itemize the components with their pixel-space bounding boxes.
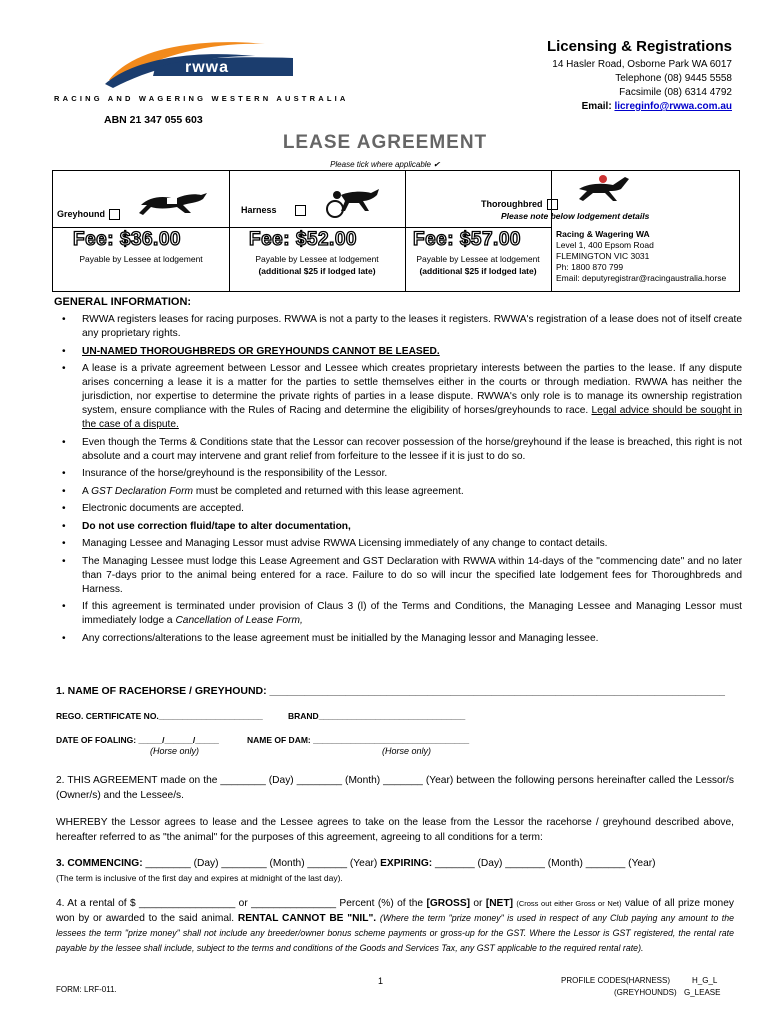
thoroughbred-option[interactable] (481, 199, 558, 210)
list-item (54, 600, 742, 628)
fee-table (52, 170, 740, 292)
harness-fee-note (229, 253, 405, 277)
greyhound-checkbox[interactable] (109, 209, 120, 220)
bullet-text: If this agreement is terminated under provision of Claus 3 (l) of the Terms and Conditions, the Managing Lessee and Managing Lessor must immediately lodge a (82, 601, 742, 626)
rwa-line1: Level 1, 400 Epsom Road (556, 240, 654, 250)
contact-heading: Licensing & Registrations (546, 38, 732, 55)
list-item (54, 555, 742, 597)
harness-label: Harness (241, 205, 277, 215)
org-name: RACING AND WAGERING WESTERN AUSTRALIA (54, 94, 349, 103)
thoroughbred-fee: Fee: $57.00 (413, 229, 521, 250)
contact-address: 14 Hasler Road, Osborne Park WA 6017 (552, 59, 732, 70)
thoroughbred-note2: (additional $25 if lodged late) (419, 266, 537, 276)
expiring-fields[interactable]: _______ (Day) _______ (Month) _______ (Year) (435, 858, 656, 869)
email-link[interactable]: licreginfo@rwwa.com.au (614, 101, 732, 112)
page-title: LEASE AGREEMENT (282, 132, 488, 153)
horse-only-note: (Horse only) (150, 746, 200, 756)
greyhound-fee-note (53, 253, 229, 265)
bullet-text: Insurance of the horse/greyhound is the responsibility of the Lessor. (82, 468, 388, 479)
contact-email-row (547, 100, 732, 114)
prize-money-note: (Where the term "prize money" is used in respect of any Club paying any amount to the lessees the term "prize money" shall not include any breeder/owner bonus scheme payments or gross-up for the GST. Where the Lessor is GST registered, the rental rate payable by the lessee shall include, subject to the terms and conditions of the Goods and Services Tax, any GST applicable to the required rental rate). (56, 913, 734, 953)
rental-nil-warning: RENTAL CANNOT BE "NIL". (237, 913, 377, 924)
harness-checkbox[interactable] (295, 205, 306, 216)
rwwa-logo (95, 36, 295, 94)
abn: ABN 21 347 055 603 (104, 114, 203, 126)
list-item (54, 467, 742, 481)
rental-text: 4. At a rental of $ _________________ or _______________ Percent (%) of the (56, 898, 424, 909)
divider (53, 227, 551, 228)
foaling-date-field[interactable]: DATE OF FOALING: _____/______/_____ (56, 735, 219, 745)
thoroughbred-icon (573, 173, 633, 203)
thoroughbred-checkbox[interactable] (547, 199, 558, 210)
bullet-text: A (82, 485, 89, 497)
legal-advice-text: Legal advice should be sought in the case of a dispute. (82, 405, 742, 430)
form-number: FORM: LRF-011. (56, 985, 117, 994)
divider (551, 171, 552, 291)
brand-field[interactable]: BRAND_______________________________ (288, 711, 466, 721)
rego-field[interactable]: REGO. CERTIFICATE NO.______________________ (56, 711, 263, 721)
general-info-heading: GENERAL INFORMATION: (54, 296, 192, 308)
commencing-row[interactable] (56, 858, 656, 869)
general-info-list (54, 313, 742, 649)
tick-note: Please tick where applicable ✔ (330, 160, 440, 169)
harness-fee: Fee: $52.00 (249, 229, 357, 250)
cross-out-note: (Cross out either Gross or Net) (516, 899, 622, 908)
contact-facsimile: Facsimile (08) 6314 4792 (619, 87, 732, 98)
list-item (54, 537, 742, 551)
rwa-line2: FLEMINGTON VIC 3031 (556, 251, 650, 261)
list-item (54, 436, 742, 464)
racing-australia-address (556, 229, 726, 284)
harness-note2: (additional $25 if lodged late) (258, 266, 376, 276)
greyhound-label: Greyhound (57, 209, 106, 219)
bullet-text: RWWA registers leases for racing purposes. RWWA is not a party to the leases it registers. RWWA's registration of a lease does not of itself create any proprietary rights. (82, 314, 742, 339)
page-number: 1 (378, 976, 384, 986)
rental-text: or (473, 898, 483, 909)
bullet-text: The Managing Lessee must lodge this Lease Agreement and GST Declaration with RWWA within 14-days of the "commencing date" and no later than 7-days prior to the animal being entered for a race. Failure to do so will incur the specified late lodgement fees for Thoroughbreds and Harness. (82, 555, 742, 595)
agreement-date-clause[interactable]: 2. THIS AGREEMENT made on the ________ (Day) ________ (Month) _______ (Year) between the following persons hereinafter called the Lessor/s (Owner/s) and the Lessee/s. (56, 775, 734, 801)
gst-form-text: GST Declaration Form (91, 485, 193, 497)
logo-text: rwwa (185, 59, 230, 76)
commencing-label: 3. COMMENCING: (56, 858, 143, 869)
harness-option[interactable] (241, 205, 277, 215)
list-item (54, 485, 742, 499)
bullet-text: Do not use correction fluid/tape to alter documentation, (82, 520, 351, 532)
contact-telephone: Telephone (08) 9445 5558 (615, 73, 732, 84)
horse-only-note: (Horse only) (382, 746, 432, 756)
cancellation-form-text: Cancellation of Lease Form, (175, 615, 303, 626)
bullet-text: A lease is a private agreement between Lessor and Lessee which creates proprietary interests between the parties to the lease. If any dispute arises concerning a lease it is a matter for the parties to settle themselves either in the courts or through mediation. RWWA has neither the jurisdiction, nor expertise to determine the private rights of parties in a lease dispute. RWWA's only role is to manage its ownership registration system, ensure compliance with the Rules of Racing and determine the eligibility of horses/greyhounds to race. (82, 363, 742, 416)
list-item (54, 520, 742, 534)
bullet-text: Any corrections/alterations to the lease agreement must be initialled by the Managing lessor and Managing lessee. (82, 632, 599, 644)
thoroughbred-fee-note (405, 253, 551, 277)
expiring-label: EXPIRING: (380, 858, 433, 869)
rental-text: value of all prize money won by or awarded to the said animal. (56, 898, 734, 924)
bullet-text: UN-NAMED THOROUGHBREDS OR GREYHOUNDS CANNOT BE LEASED. (82, 345, 440, 357)
net-option[interactable]: [NET] (485, 898, 513, 909)
greyhound-note1: Payable by Lessee at lodgement (79, 254, 203, 264)
thoroughbred-label: Thoroughbred (481, 199, 543, 209)
contact-block (547, 40, 732, 114)
commencing-fields[interactable]: ________ (Day) ________ (Month) _______ (Year) (145, 858, 378, 869)
harness-note1: Payable by Lessee at lodgement (255, 254, 379, 264)
harness-icon (323, 185, 383, 219)
bullet-text: Electronic documents are accepted. (82, 503, 244, 514)
dam-name-field[interactable]: NAME OF DAM: _________________________________ (247, 735, 470, 745)
rwa-phone: Ph: 1800 870 799 (556, 262, 624, 272)
list-item (54, 313, 742, 341)
bullet-text: Even though the Terms & Conditions state that the Lessor can recover possession of the horse/greyhound if the lease is breached, this right is not absolute and a court may intervene and grant relief from forfeiture to the lessee if it is just to do so. (82, 436, 742, 462)
bullet-text: must be completed and returned with this lease agreement. (195, 485, 464, 497)
greyhounds-profile-label: (GREYHOUNDS) (614, 988, 677, 997)
racehorse-name-field[interactable]: 1. NAME OF RACEHORSE / GREYHOUND: ______________________________________________________________________________ (56, 685, 726, 697)
rental-clause[interactable] (56, 897, 734, 956)
harness-profile-label: (HARNESS) (626, 976, 671, 985)
gross-option[interactable]: [GROSS] (426, 898, 471, 909)
list-item (54, 345, 742, 359)
greyhound-fee: Fee: $36.00 (73, 229, 181, 250)
greyhounds-profile-code: G_LEASE (684, 988, 721, 997)
rwa-name: Racing & Wagering WA (556, 229, 650, 239)
list-item (54, 502, 742, 516)
email-label: Email: (581, 101, 612, 112)
thoroughbred-note1: Payable by Lessee at lodgement (416, 254, 540, 264)
harness-profile-code: H_G_L (692, 976, 718, 985)
bullet-text: Managing Lessee and Managing Lessor must advise RWWA Licensing immediately of any change to contact details. (82, 538, 608, 549)
greyhound-option[interactable] (57, 209, 120, 220)
greyhound-icon (137, 187, 209, 217)
term-note: (The term is inclusive of the first day and expires at midnight of the last day). (56, 873, 343, 883)
rwa-email: Email: deputyregistrar@racingaustralia.horse (556, 273, 727, 283)
profile-codes-label: PROFILE CODES: (561, 976, 629, 985)
list-item (54, 362, 742, 432)
whereby-clause: WHEREBY the Lessor agrees to lease and the Lessee agrees to take on the lease from the Lessor the racehorse / greyhound described above, hereafter referred to as "the animal" for the purposes of this agreement, agreeing to all conditions for a term: (56, 817, 734, 843)
list-item (54, 632, 742, 646)
lodgement-note: Please note below lodgement details (501, 211, 650, 221)
